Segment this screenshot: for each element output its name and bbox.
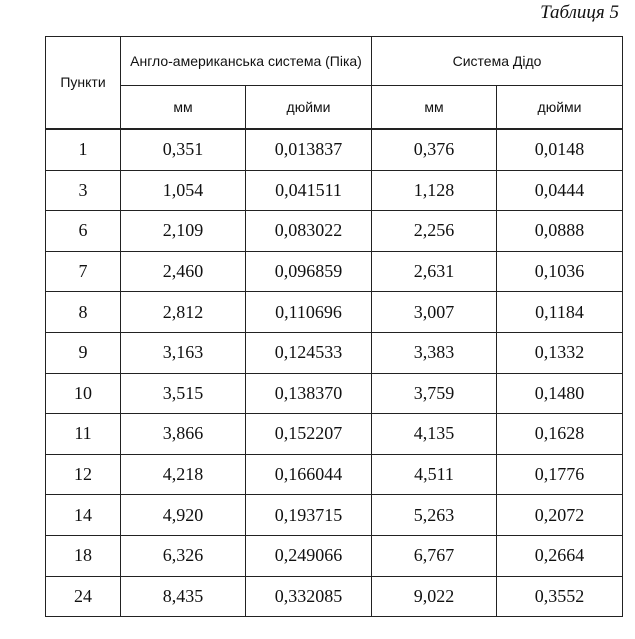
header-anglo-inches: дюйми — [246, 86, 372, 130]
anglo-inches-cell: 0,124533 — [246, 332, 372, 373]
table-row — [46, 373, 623, 414]
header-anglo-american-system: Англо-американська система (Піка) — [121, 37, 372, 86]
points-cell: 3 — [46, 170, 121, 211]
dido-mm-cell: 4,511 — [372, 454, 497, 495]
dido-mm-cell: 5,263 — [372, 495, 497, 536]
points-cell: 9 — [46, 332, 121, 373]
dido-mm-cell: 9,022 — [372, 576, 497, 617]
header-dido-inches: дюйми — [497, 86, 623, 130]
anglo-mm-cell: 4,218 — [121, 454, 246, 495]
anglo-inches-cell: 0,152207 — [246, 414, 372, 455]
anglo-mm-cell: 1,054 — [121, 170, 246, 211]
anglo-mm-cell: 3,866 — [121, 414, 246, 455]
anglo-inches-cell: 0,096859 — [246, 251, 372, 292]
dido-mm-cell: 4,135 — [372, 414, 497, 455]
header-points: Пункти — [46, 37, 121, 130]
anglo-mm-cell: 4,920 — [121, 495, 246, 536]
points-cell: 12 — [46, 454, 121, 495]
anglo-mm-cell: 8,435 — [121, 576, 246, 617]
header-anglo-mm: мм — [121, 86, 246, 130]
points-cell: 6 — [46, 211, 121, 252]
anglo-mm-cell: 0,351 — [121, 129, 246, 170]
dido-mm-cell: 3,759 — [372, 373, 497, 414]
table-body — [46, 129, 623, 617]
anglo-inches-cell: 0,249066 — [246, 535, 372, 576]
dido-inches-cell: 0,0148 — [497, 129, 623, 170]
anglo-inches-cell: 0,138370 — [246, 373, 372, 414]
dido-inches-cell: 0,1036 — [497, 251, 623, 292]
dido-inches-cell: 0,0444 — [497, 170, 623, 211]
conversion-table — [45, 36, 623, 617]
dido-mm-cell: 6,767 — [372, 535, 497, 576]
dido-mm-cell: 3,383 — [372, 332, 497, 373]
header-dido-system: Система Дідо — [372, 37, 623, 86]
table-row — [46, 211, 623, 252]
table-row — [46, 414, 623, 455]
table-row — [46, 170, 623, 211]
anglo-mm-cell: 3,515 — [121, 373, 246, 414]
dido-mm-cell: 3,007 — [372, 292, 497, 333]
points-cell: 14 — [46, 495, 121, 536]
anglo-inches-cell: 0,041511 — [246, 170, 372, 211]
anglo-inches-cell: 0,193715 — [246, 495, 372, 536]
dido-inches-cell: 0,2664 — [497, 535, 623, 576]
anglo-inches-cell: 0,083022 — [246, 211, 372, 252]
dido-inches-cell: 0,1628 — [497, 414, 623, 455]
points-cell: 11 — [46, 414, 121, 455]
dido-inches-cell: 0,1776 — [497, 454, 623, 495]
table-row — [46, 576, 623, 617]
anglo-inches-cell: 0,110696 — [246, 292, 372, 333]
table-row — [46, 332, 623, 373]
dido-inches-cell: 0,1480 — [497, 373, 623, 414]
dido-mm-cell: 2,256 — [372, 211, 497, 252]
anglo-mm-cell: 2,460 — [121, 251, 246, 292]
anglo-mm-cell: 3,163 — [121, 332, 246, 373]
dido-inches-cell: 0,2072 — [497, 495, 623, 536]
dido-inches-cell: 0,3552 — [497, 576, 623, 617]
anglo-mm-cell: 2,812 — [121, 292, 246, 333]
anglo-mm-cell: 6,326 — [121, 535, 246, 576]
dido-mm-cell: 2,631 — [372, 251, 497, 292]
points-cell: 18 — [46, 535, 121, 576]
points-cell: 8 — [46, 292, 121, 333]
points-cell: 24 — [46, 576, 121, 617]
dido-inches-cell: 0,1332 — [497, 332, 623, 373]
anglo-inches-cell: 0,332085 — [246, 576, 372, 617]
anglo-inches-cell: 0,013837 — [246, 129, 372, 170]
table-caption: Таблиця 5 — [540, 2, 619, 23]
table-row — [46, 251, 623, 292]
anglo-mm-cell: 2,109 — [121, 211, 246, 252]
dido-inches-cell: 0,1184 — [497, 292, 623, 333]
dido-mm-cell: 0,376 — [372, 129, 497, 170]
anglo-inches-cell: 0,166044 — [246, 454, 372, 495]
points-cell: 10 — [46, 373, 121, 414]
points-cell: 7 — [46, 251, 121, 292]
table-row — [46, 292, 623, 333]
table-row — [46, 454, 623, 495]
dido-mm-cell: 1,128 — [372, 170, 497, 211]
dido-inches-cell: 0,0888 — [497, 211, 623, 252]
header-dido-mm: мм — [372, 86, 497, 130]
table-row — [46, 495, 623, 536]
points-cell: 1 — [46, 129, 121, 170]
table-row — [46, 129, 623, 170]
table-row — [46, 535, 623, 576]
